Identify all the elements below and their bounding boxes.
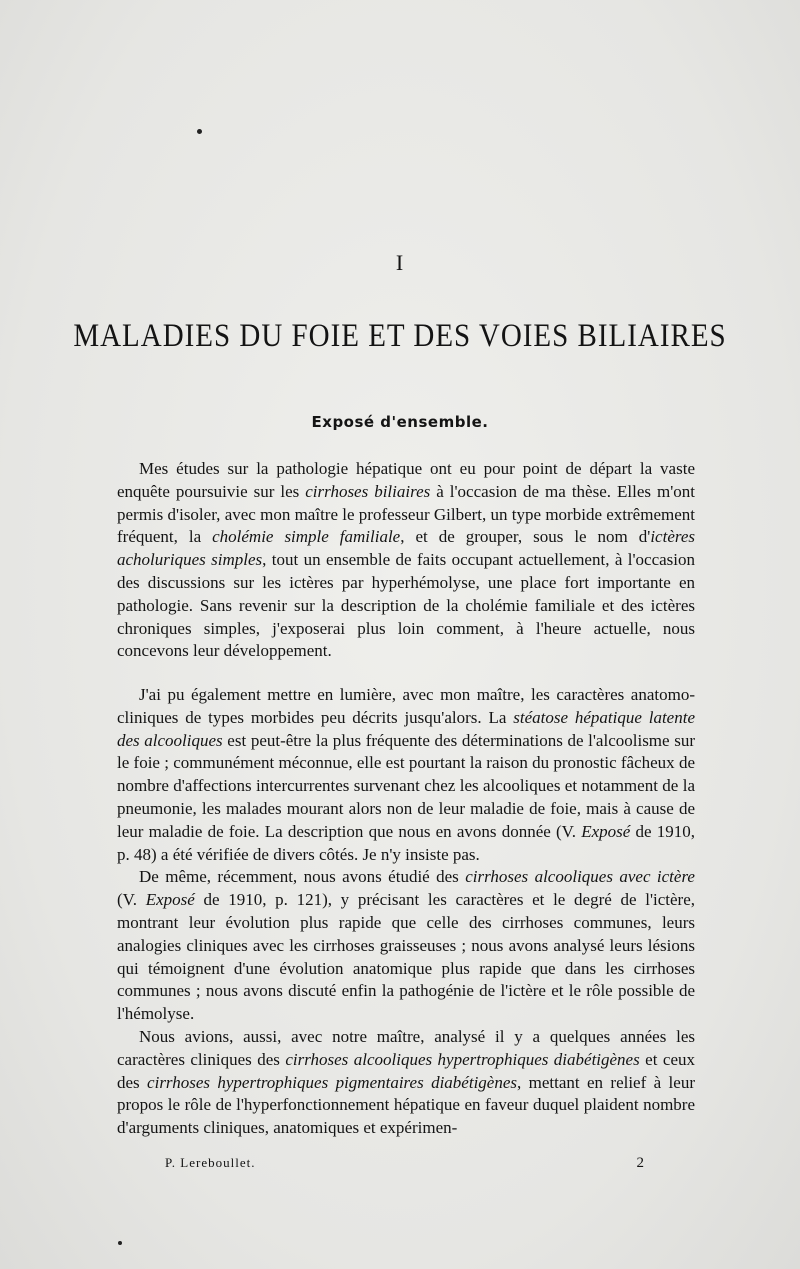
- text-run: Nous avions, aussi, avec notre maître, analysé il y a quelques années les caractères cliniques des: [117, 1026, 695, 1069]
- text-run: (V.: [117, 890, 146, 910]
- italic-run: ictères acholuriques simples: [117, 527, 696, 570]
- chapter-number: I: [395, 250, 405, 275]
- italic-run: Exposé: [145, 890, 195, 910]
- italic-run: cirrhoses alcooliques hypertrophiques diabétigènes: [285, 1049, 640, 1069]
- text-run: et ceux des: [117, 1049, 695, 1092]
- paragraph: [117, 1026, 695, 1140]
- text-block-2: [117, 684, 695, 1140]
- ink-speck: [118, 1241, 122, 1245]
- italic-run: cholémie simple familiale: [212, 527, 401, 547]
- chapter-title: MALADIES DU FOIE ET DES VOIES BILIAIRES: [73, 318, 727, 354]
- italic-run: Exposé: [581, 821, 631, 841]
- text-run: J'ai pu également mettre en lumière, avec mon maître, les caractères anatomo-cliniques de types morbides peu décrits jusqu'alors. La: [117, 685, 695, 727]
- text-run: De même, récemment, nous avons étudié des: [139, 867, 466, 887]
- italic-run: cirrhoses biliaires: [305, 481, 431, 501]
- text-run: à l'occasion de ma thèse. Elles m'ont permis d'isoler, avec mon maître le professeur Gilbert, un type morbide extrêmement fréquent, la: [117, 481, 695, 547]
- italic-run: cirrhoses hypertrophiques pigmentaires diabétigènes: [147, 1072, 517, 1092]
- ink-speck: [197, 129, 202, 134]
- text-block-1: [117, 458, 695, 663]
- text-run: , et de grouper, sous le nom d': [400, 527, 651, 547]
- text-run: Mes études sur la pathologie hépatique ont eu pour point de départ la vaste enquête poursuivie sur les: [117, 459, 695, 501]
- text-run: de 1910, p. 121), y précisant les caractères et le degré de l'ictère, montrant leur évolution plus rapide que celle des cirrhoses communes, leurs analogies cliniques avec les cirrhoses graisseuses ; nous avons analysé leurs lésions qui témoignent d'une évolution anatomique plus rapide que dans les cirrhoses communes ; nous avons discuté enfin la pathogénie de l'ictère et le rôle possible de l'hémolyse.: [117, 890, 695, 1024]
- text-run: , mettant en relief à leur propos le rôle de l'hyperfonctionnement hépatique en faveur duquel plaident nombre d'arguments cliniques, anatomiques et expérimen-: [117, 1072, 695, 1138]
- paragraph: [117, 458, 695, 663]
- page-number: 2: [636, 1155, 645, 1171]
- paragraph: [117, 866, 695, 1026]
- italic-run: cirrhoses alcooliques avec ictère: [465, 867, 695, 887]
- text-run: est peut-être la plus fréquente des déterminations de l'alcoolisme sur le foie ; communément méconnue, elle est pourtant la raison du pronostic fâcheux de nombre d'affections intercurrentes survenant chez les alcooliques et notamment de la pneumonie, les malades mourant alors non de leur maladie de foie, mais à cause de leur maladie de foie. La description que nous en avons donnée (V.: [117, 730, 695, 841]
- paragraph: [117, 684, 695, 866]
- text-run: de 1910, p. 48) a été vérifiée de divers côtés. Je n'y insiste pas.: [117, 821, 695, 864]
- text-run: , tout un ensemble de faits occupant actuellement, à l'occasion des discussions sur les ictères par hyperhémolyse, une place fort importante en pathologie. Sans revenir sur la description de la cholémie familiale et des ictères chroniques simples, j'exposerai plus loin comment, à l'heure actuelle, nous concevons leur développement.: [117, 550, 695, 661]
- section-title: Exposé d'ensemble.: [311, 413, 489, 431]
- italic-run: stéatose hépatique latente des alcooliques: [117, 707, 695, 750]
- author-signature: P. Lereboullet.: [165, 1155, 256, 1170]
